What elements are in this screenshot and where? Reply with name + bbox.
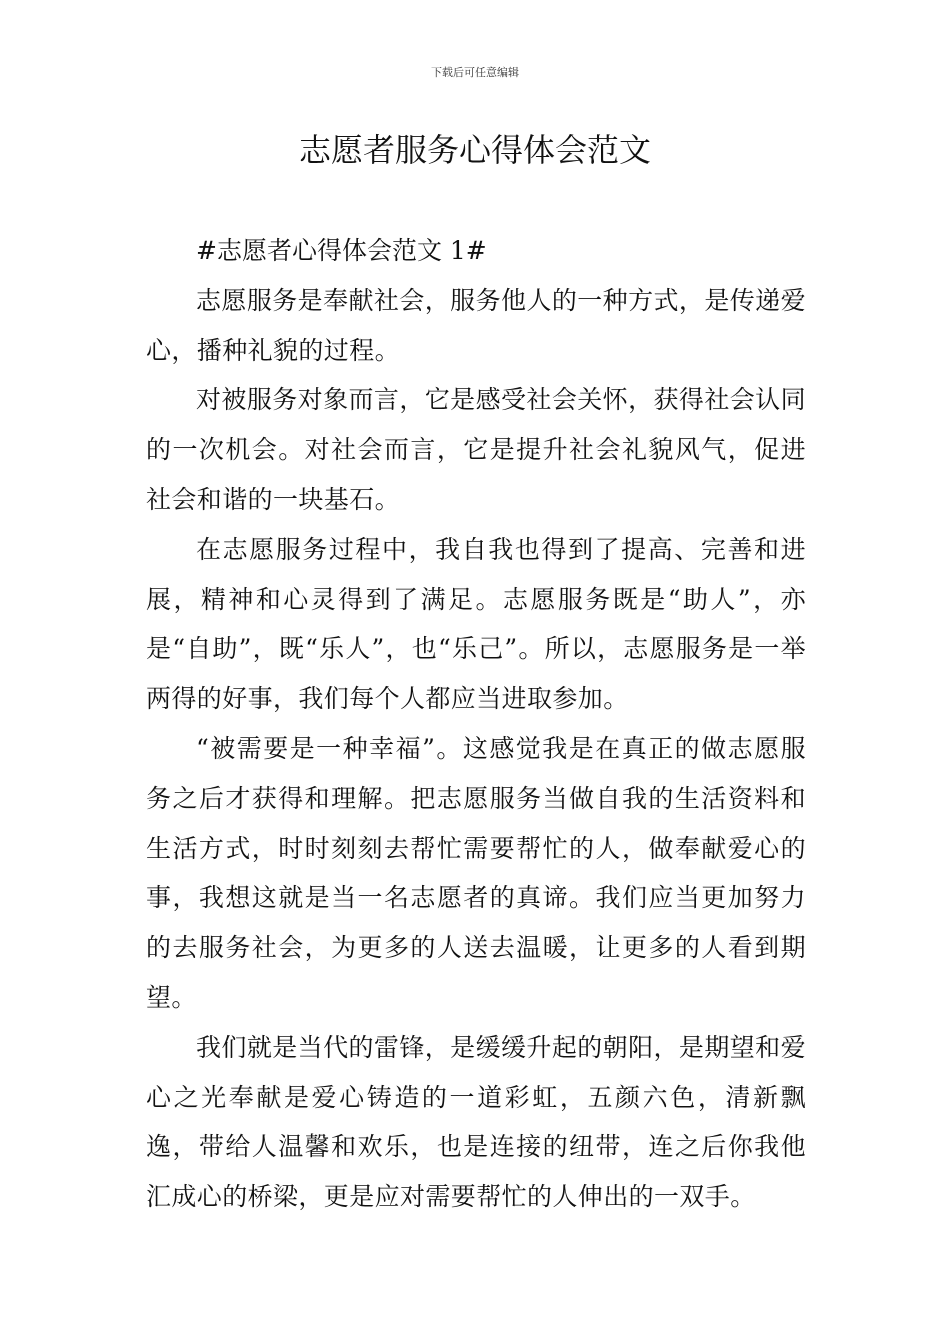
section-heading: #志愿者心得体会范文 1# xyxy=(196,236,487,265)
paragraph-3: 在志愿服务过程中，我自我也得到了提高、完善和进展，精神和心灵得到了满足。志愿服务既是“助人”，亦是“自助”，既“乐人”，也“乐己”。所以，志愿服务是一举两得的好事，我们每个人都应当进取参加。 xyxy=(146,534,806,714)
paragraph-2: 对被服务对象而言，它是感受社会关怀，获得社会认同的一次机会。对社会而言，它是提升社会礼貌风气，促进社会和谐的一块基石。 xyxy=(146,385,806,514)
header-note: 下载后可任意编辑 xyxy=(431,66,519,79)
paragraph-4: “被需要是一种幸福”。这感觉我是在真正的做志愿服务之后才获得和理解。把志愿服务当做自我的生活资料和生活方式，时时刻刻去帮忙需要帮忙的人，做奉献爱心的事，我想这就是当一名志愿者的真谛。我们应当更加努力的去服务社会，为更多的人送去温暖，让更多的人看到期望。 xyxy=(146,733,806,1012)
document-body xyxy=(146,226,806,1222)
paragraph-5: 我们就是当代的雷锋，是缓缓升起的朝阳，是期望和爱心之光奉献是爱心铸造的一道彩虹，五颜六色，清新飘逸，带给人温馨和欢乐，也是连接的纽带，连之后你我他汇成心的桥梁，更是应对需要帮忙的人伸出的一双手。 xyxy=(146,1032,806,1212)
paragraph-1: 志愿服务是奉献社会，服务他人的一种方式，是传递爱心，播种礼貌的过程。 xyxy=(146,285,806,365)
document-title: 志愿者服务心得体会范文 xyxy=(298,131,651,169)
